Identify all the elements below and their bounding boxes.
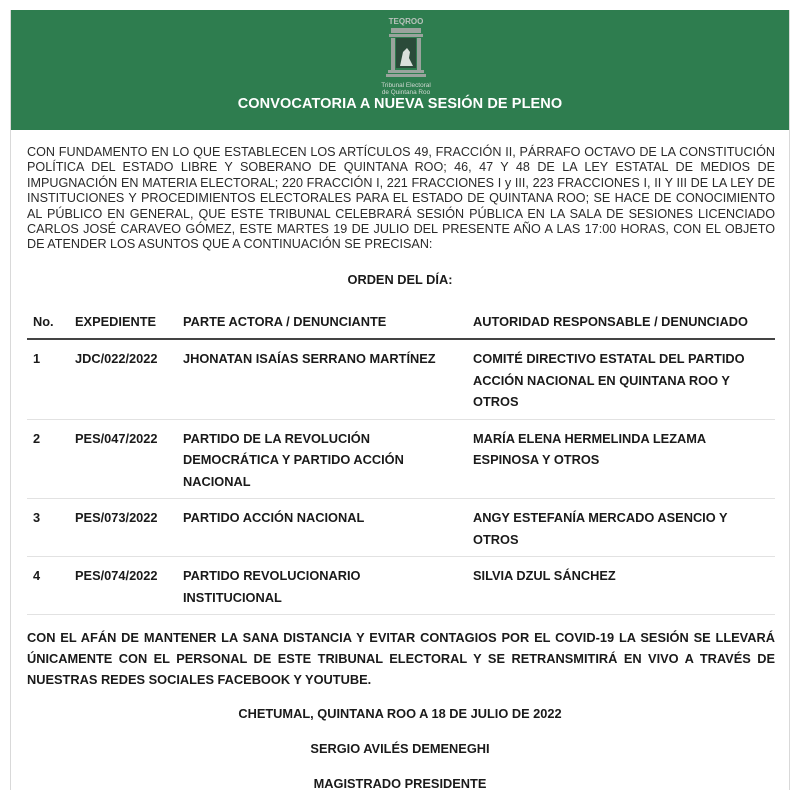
row-parte: PARTIDO ACCIÓN NACIONAL	[177, 499, 467, 557]
teqroo-logo	[376, 14, 436, 102]
row-expediente: JDC/022/2022	[69, 339, 177, 419]
column-header-autoridad: AUTORIDAD RESPONSABLE / DENUNCIADO	[467, 306, 775, 339]
table-header-row	[27, 306, 775, 339]
intro-paragraph: CON FUNDAMENTO EN LO QUE ESTABLECEN LOS ARTÍCULOS 49, FRACCIÓN II, PÁRRAFO OCTAVO DE LA CONSTITUCIÓN POLÍTICA DEL ESTADO LIBRE Y SOBERANO DE QUINTANA ROO; 46, 47 Y 48 DE LA LEY ESTATAL DE MEDIOS DE IMPUGNACIÓN EN MATERIA ELECTORAL; 220 FRACCIÓN I, 221 FRACCIONES I y III, 223 FRACCIONES I, II Y III DE LA LEY DE INSTITUCIONES Y PROCEDIMIENTOS ELECTORALES PARA EL ESTADO DE QUINTANA ROO; SE HACE DE CONOCIMIENTO AL PÚBLICO EN GENERAL, QUE ESTE TRIBUNAL CELEBRARÁ SESIÓN PÚBLICA EN LA SALA DE SESIONES LICENCIADO CARLOS JOSÉ CARAVEO GÓMEZ, ESTE MARTES 19 DE JULIO DEL PRESENTE AÑO A LAS 17:00 HORAS, CON EL OBJETO DE ATENDER LOS ASUNTOS QUE A CONTINUACIÓN SE PRECISAN:	[27, 145, 775, 252]
table-row	[27, 499, 775, 557]
column-header-no: No.	[27, 306, 69, 339]
column-header-expediente: EXPEDIENTE	[69, 306, 177, 339]
header-banner	[11, 10, 789, 130]
place-and-date: CHETUMAL, QUINTANA ROO A 18 DE JULIO DE 2022	[238, 706, 562, 721]
document-frame	[10, 10, 790, 790]
row-expediente: PES/074/2022	[69, 557, 177, 615]
table-row	[27, 339, 775, 419]
row-autoridad: COMITÉ DIRECTIVO ESTATAL DEL PARTIDO ACCIÓN NACIONAL EN QUINTANA ROO Y OTROS	[467, 339, 775, 419]
agenda-title: ORDEN DEL DÍA:	[347, 272, 453, 287]
row-parte: PARTIDO DE LA REVOLUCIÓN DEMOCRÁTICA Y PARTIDO ACCIÓN NACIONAL	[177, 419, 467, 499]
row-autoridad: ANGY ESTEFANÍA MERCADO ASENCIO Y OTROS	[467, 499, 775, 557]
covid-notice: CON EL AFÁN DE MANTENER LA SANA DISTANCIA Y EVITAR CONTAGIOS POR EL COVID-19 LA SESIÓN SE LLEVARÁ ÚNICAMENTE CON EL PERSONAL DE ESTE TRIBUNAL ELECTORAL Y SE RETRANSMITIRÁ EN VIVO A TRAVÉS DE NUESTRAS REDES SOCIALES FACEBOOK Y YOUTUBE.	[27, 630, 775, 688]
row-number: 4	[27, 557, 69, 615]
row-number: 2	[27, 419, 69, 499]
agenda-table	[27, 306, 775, 615]
logo-line-1: Tribunal Electoral	[381, 82, 431, 89]
table-row	[27, 419, 775, 499]
row-expediente: PES/073/2022	[69, 499, 177, 557]
signatory-role: MAGISTRADO PRESIDENTE	[313, 776, 487, 791]
signatory-name: SERGIO AVILÉS DEMENEGHI	[310, 741, 490, 756]
page-title: CONVOCATORIA A NUEVA SESIÓN DE PLENO	[237, 96, 563, 112]
row-parte: PARTIDO REVOLUCIONARIO INSTITUCIONAL	[177, 557, 467, 615]
row-number: 1	[27, 339, 69, 419]
row-autoridad: MARÍA ELENA HERMELINDA LEZAMA ESPINOSA Y OTROS	[467, 419, 775, 499]
row-expediente: PES/047/2022	[69, 419, 177, 499]
table-row	[27, 557, 775, 615]
row-number: 3	[27, 499, 69, 557]
row-parte: JHONATAN ISAÍAS SERRANO MARTÍNEZ	[177, 339, 467, 419]
row-autoridad: SILVIA DZUL SÁNCHEZ	[467, 557, 775, 615]
column-header-parte: PARTE ACTORA / DENUNCIANTE	[177, 306, 467, 339]
logo-acronym: TEQROO	[388, 17, 424, 26]
logo-line-2: de Quintana Roo	[381, 89, 431, 96]
